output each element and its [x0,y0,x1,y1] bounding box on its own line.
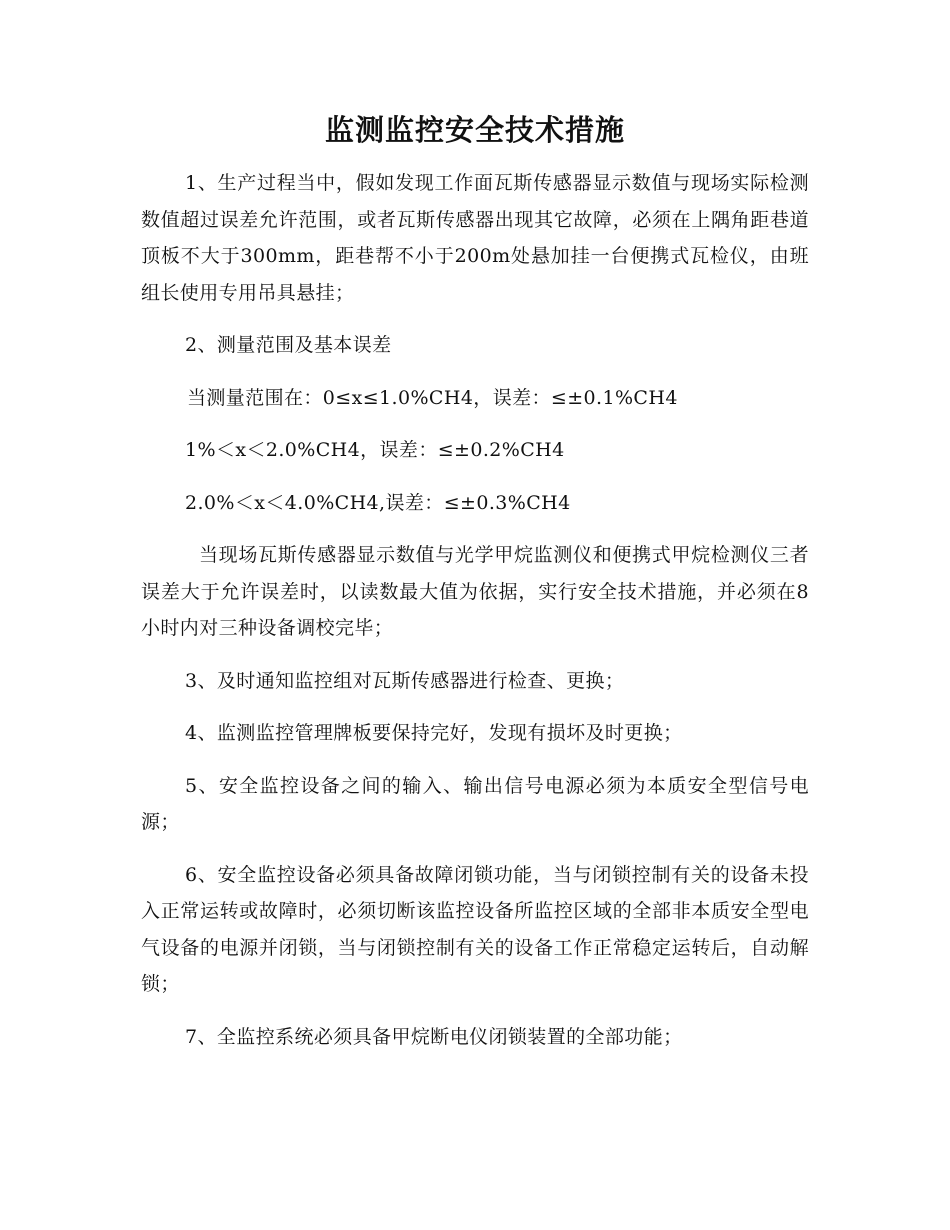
paragraph-2: 2、测量范围及基本误差 [185,334,392,356]
document-title: 监测监控安全技术措施 [324,113,625,147]
paragraph-compare: 当现场瓦斯传感器显示数值与光学甲烷监测仪和便携式甲烷检测仪三者误差大于允许误差时，以读数最大值为依据，实行安全技术措施，并必须在8小时内对三种设备调校完毕； [141,544,809,639]
paragraph-3: 3、及时通知监控组对瓦斯传感器进行检查、更换； [185,669,625,692]
paragraph-7: 7、全监控系统必须具备甲烷断电仪闭锁装置的全部功能； [185,1025,683,1048]
paragraph-4: 4、监测监控管理牌板要保持完好，发现有损坏及时更换； [185,722,683,744]
range-line-3: 2.0%＜x＜4.0%CH4,误差：≤±0.3%CH4 [185,491,571,514]
paragraph-6: 6、安全监控设备必须具备故障闭锁功能，当与闭锁控制有关的设备未投入正常运转或故障时，必须切断该监控设备所监控区域的全部非本质安全型电气设备的电源并闭锁，当与闭锁控制有关的设备工作正常稳定运转后，自动解锁； [141,863,809,995]
document-body [141,165,809,1071]
paragraph-1: 1、生产过程当中，假如发现工作面瓦斯传感器显示数值与现场实际检测数值超过误差允许范围，或者瓦斯传感器出现其它故障，必须在上隅角距巷道顶板不大于300mm，距巷帮不小于200m处悬加挂一台便携式瓦检仪，由班组长使用专用吊具悬挂； [141,172,809,304]
paragraph-5: 5、安全监控设备之间的输入、输出信号电源必须为本质安全型信号电源； [141,774,809,833]
range-line-1: 当测量范围在：0≤x≤1.0%CH4，误差：≤±0.1%CH4 [187,386,678,409]
range-line-2: 1%＜x＜2.0%CH4，误差：≤±0.2%CH4 [185,439,565,461]
